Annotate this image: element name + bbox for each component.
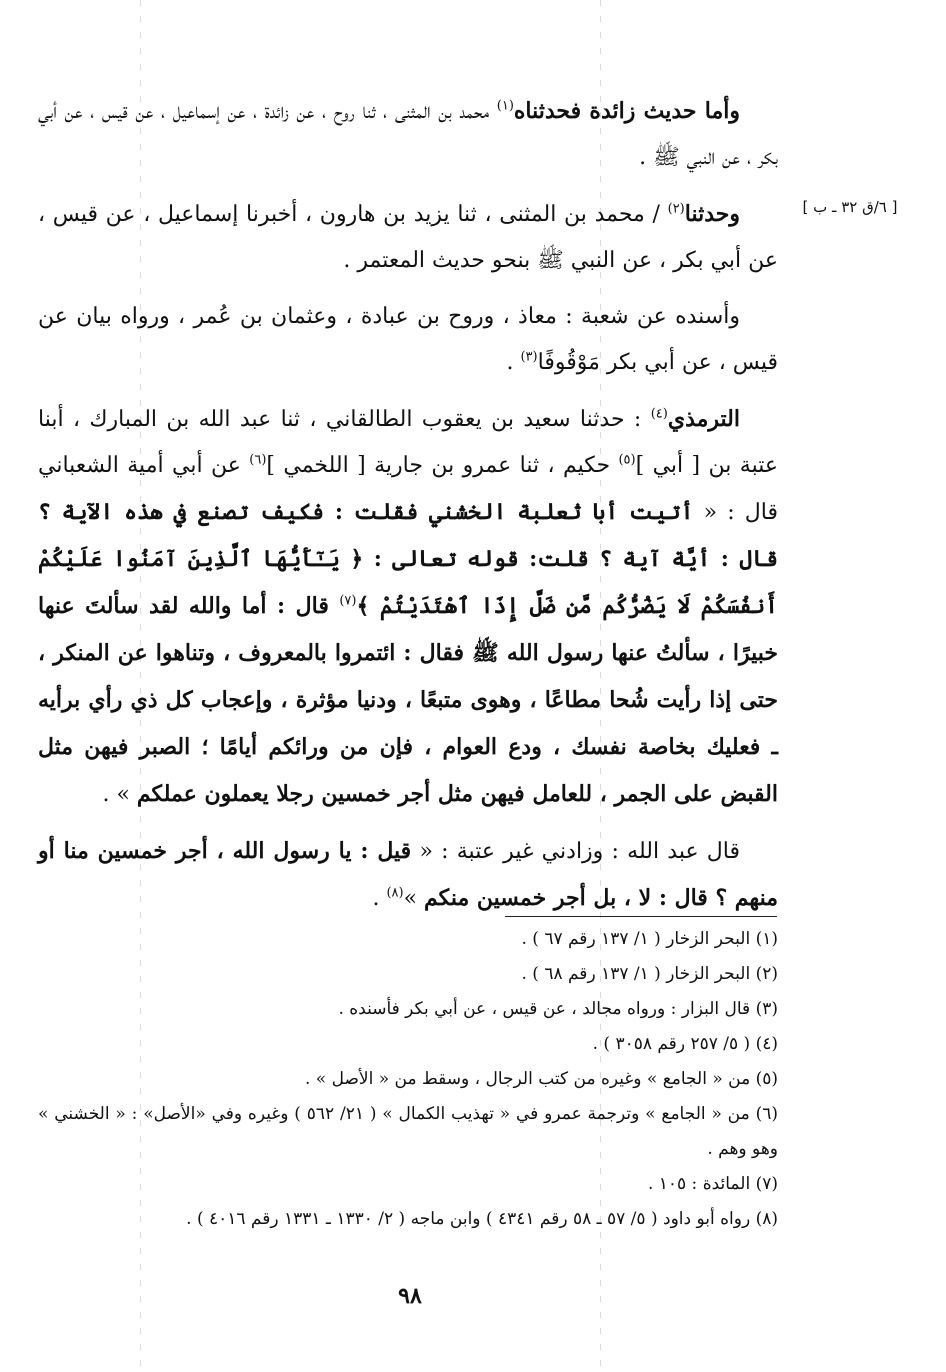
footnote-ref: (٤): [650, 406, 668, 422]
footnote-ref: (٧): [339, 593, 357, 609]
paragraph-text: وأسنده عن شعبة : معاذ ، وروح بن عبادة ، وعثمان بن عُمر ، ورواه بيان عن قيس ، عن أبي بكر مَوْقُوفًا: [38, 304, 778, 375]
paragraph-text: محمد بن المثنى ، ثنا روح ، عن زائدة ، عن إسماعيل ، عن قيس ، عن أبي بكر ، عن النبي ﷺ .: [38, 99, 778, 170]
margin-manuscript-reference: [ ٦/ق ٣٢ ـ ب ]: [802, 198, 898, 216]
footnote-item: [38, 922, 778, 957]
footnote-item: [38, 1062, 778, 1097]
paragraph-asnadahu: [38, 294, 778, 386]
paragraph-text: حكيم ، ثنا عمرو بن جارية [ اللخمي ]: [266, 453, 619, 478]
footnote-text: قال البزار : ورواه مجالد ، عن قيس ، عن أبي بكر فأسنده .: [338, 999, 751, 1019]
page-number: ٩٨: [398, 1283, 422, 1309]
footnote-ref: (٨): [386, 885, 404, 901]
paragraph-tail: »: [403, 886, 425, 911]
paragraph-tail: » .: [102, 782, 137, 807]
paragraph-text: عن أبي أمية الشعباني قال : «: [38, 453, 778, 525]
footnote-item: [38, 957, 778, 992]
paragraph-text: : حدثنا سعيد بن يعقوب الطالقاني ، ثنا عبد الله بن المبارك ، أبنا عتبة بن [ أبي ]: [38, 407, 779, 478]
footnote-number: (٧): [755, 1174, 778, 1194]
footnote-ref: (٣): [520, 349, 538, 365]
footnote-item: [38, 1097, 778, 1167]
footnote-item: [38, 992, 778, 1027]
footnote-text: رواه أبو داود ( ٥/ ٥٧ ـ ٥٨ رقم ٤٣٤١ ) وابن ماجه ( ٢/ ١٣٣٠ ـ ١٣٣١ رقم ٤٠١٦ ) .: [186, 1209, 751, 1229]
paragraph-haddathana: [38, 191, 778, 284]
footnote-number: (٥): [755, 1069, 778, 1089]
footnote-separator: [505, 916, 777, 917]
footnote-ref: (٥): [618, 452, 636, 468]
footnote-item: [38, 1027, 778, 1062]
footnote-text: البحر الزخار ( ١/ ١٣٧ رقم ٦٧ ) .: [521, 929, 751, 949]
hadith-text: قال : أما والله لقد سألتَ عنها خبيرًا ، سألتُ عنها رسول الله ﷺ فقال : ائتمروا بالمعروف ، وتناهوا عن المنكر ، حتى إذا رأيت شُحا مطاعًا ، وهوى متبعًا ، ودنيا مؤثرة ، وإعجاب كل ذي رأي برأيه ـ فعليك بخاصة نفسك ، ودع العوام ، فإن من ورائكم أيامًا ؛ الصبر فيهن مثل القبض على الجمر ، للعامل فيهن مثل أجر خمسين رجلا يعملون عملكم: [38, 593, 778, 807]
footnote-ref: (١): [496, 98, 514, 114]
paragraph-text: / محمد بن المثنى ، ثنا يزيد بن هارون ، أخبرنا إسماعيل ، عن قيس ، عن أبي بكر ، عن النبي ﷺ بنحو حديث المعتمر .: [38, 202, 778, 273]
footnote-item: [38, 1202, 778, 1237]
paragraph-tirmidhi: [38, 396, 778, 818]
footnote-item: [38, 1167, 778, 1202]
paragraph-abdullah: [38, 828, 778, 922]
footnote-ref: (٦): [249, 452, 267, 468]
footnote-ref: (٢): [667, 201, 685, 217]
footnotes: [38, 922, 778, 1237]
footnote-number: (٢): [755, 964, 778, 984]
footnote-number: (٨): [755, 1209, 778, 1229]
paragraph-tail: .: [506, 350, 521, 375]
footnote-number: (٤): [755, 1034, 778, 1054]
footnote-text: من « الجامع » وترجمة عمرو في « تهذيب الكمال » ( ٢١/ ٥٦٢ ) وغيره وفي «الأصل» : « الخشني » وهو وهم .: [38, 1104, 778, 1159]
hadith-text: قيل : يا رسول الله ، أجر خمسين منا أو منهم ؟ قال : لا ، بل أجر خمسين منكم: [38, 838, 778, 911]
paragraph-lead: وأما حديث زائدة فحدثناه: [513, 98, 740, 124]
footnote-text: المائدة : ١٠٥ .: [647, 1174, 751, 1194]
paragraph-tail: .: [372, 886, 387, 911]
footnote-text: ( ٥/ ٢٥٧ رقم ٣٠٥٨ ) .: [592, 1034, 751, 1054]
footnote-text: من « الجامع » وغيره من كتب الرجال ، وسقط من « الأصل » .: [305, 1069, 751, 1089]
footnote-text: البحر الزخار ( ١/ ١٣٧ رقم ٦٨ ) .: [521, 964, 751, 984]
paragraph-lead: الترمذي: [667, 406, 740, 432]
footnote-number: (٣): [755, 999, 778, 1019]
paragraph-lead: وحدثنا: [684, 201, 740, 227]
footnote-number: (٦): [755, 1104, 778, 1124]
footnote-number: (١): [755, 929, 778, 949]
paragraph-text: قال عبد الله : وزادني غير عتبة : «: [411, 839, 741, 864]
paragraph-zaidah: [38, 88, 778, 181]
main-text: [38, 88, 778, 932]
hadith-text: أتيت أبا ثعلبة الخشني فقلت : فكيف تصنع في هذه الآية ؟ قال : أيَّة آية ؟ قلت: قوله تعالى : ﴿ يَـٰٓأَيُّهَا ٱلَّذِينَ آمَنُوا عَلَيْكُمْ أَنفُسَكُمْ لَا يَضُرُّكُم مَّن ضَلَّ إِذَا ٱهْتَدَيْتُمْ ﴾: [38, 499, 778, 619]
